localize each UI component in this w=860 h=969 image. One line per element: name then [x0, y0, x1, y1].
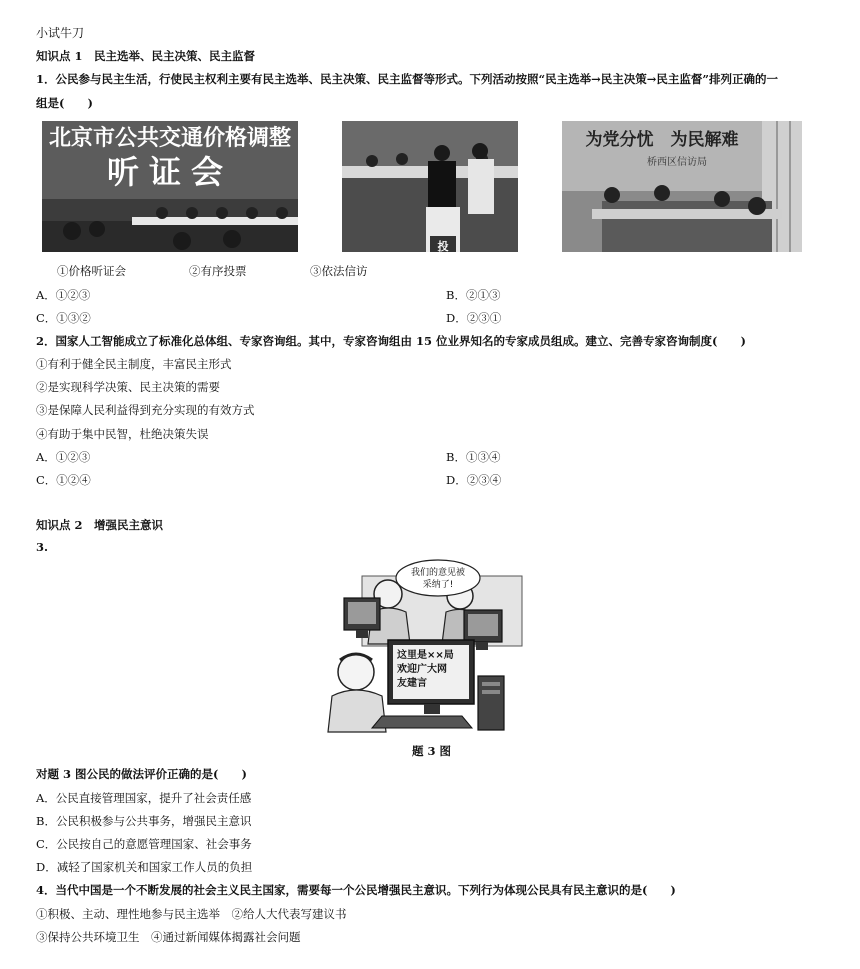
q1-option-b[interactable]: B．②①③ [446, 288, 501, 302]
q3-option-c[interactable]: C．公民按自己的意愿管理国家、社会事务 [36, 837, 252, 851]
photo-caption-3: ③依法信访 [310, 264, 368, 278]
photo1-banner-top: 北京市公共交通价格调整 [48, 126, 292, 151]
q2-statement-3: ③是保障人民利益得到充分实现的有效方式 [36, 403, 255, 417]
q1-option-c[interactable]: C．①③② [36, 311, 91, 325]
q1-option-a[interactable]: A．①②③ [36, 288, 91, 302]
cartoon-screen-line3: 友建言 [397, 678, 427, 689]
photo-caption-1: ①价格听证会 [57, 264, 126, 278]
q1-option-d[interactable]: D．②③① [446, 311, 502, 325]
cartoon-bubble-line2: 采纳了! [422, 580, 454, 590]
q2-option-d[interactable]: D．②③④ [446, 473, 502, 487]
q4-statements-line1: ①积极、主动、理性地参与民主选举 ②给人大代表写建议书 [36, 907, 347, 921]
q2-statement-4: ④有助于集中民智，杜绝决策失误 [36, 427, 209, 441]
photo-orderly-voting [342, 121, 518, 252]
photo-petition-office [562, 121, 802, 252]
page-header-title: 小试牛刀 [36, 26, 85, 40]
q3-option-d[interactable]: D．减轻了国家机关和国家工作人员的负担 [36, 860, 253, 874]
q4-stem: 4．当代中国是一个不断发展的社会主义民主国家，需要每一个公民增强民主意识。下列行为体现公民具有民主意识的是( ) [36, 883, 676, 897]
q2-stem: 2．国家人工智能成立了标准化总体组、专家咨询组。其中，专家咨询组由 15 位业界知名的专家成员组成。建立、完善专家咨询制度( ) [36, 334, 746, 348]
figure-caption: 题 3 图 [412, 744, 452, 758]
q2-statement-1: ①有利于健全民主制度，丰富民主形式 [36, 357, 232, 371]
q1-stem-line1: 1．公民参与民主生活，行使民主权利主要有民主选举、民主决策、民主监督等形式。下列活动按照“民主选举→民主决策→民主监督”排列正确的一 [36, 72, 778, 86]
cartoon-screen-line2: 欢迎广大网 [397, 664, 447, 675]
q4-statements-line2: ③保持公共环境卫生 ④通过新闻媒体揭露社会问题 [36, 930, 301, 944]
photo1-banner-bottom: 听证会 [106, 153, 234, 191]
q3-number: 3. [36, 540, 49, 554]
section1-heading: 知识点 1 民主选举、民主决策、民主监督 [36, 49, 256, 63]
photo2-ballot-box-label: 投 [437, 240, 449, 252]
section2-heading: 知识点 2 增强民主意识 [36, 518, 164, 532]
photo3-banner-sub: 桥西区信访局 [647, 157, 707, 168]
q3-option-b[interactable]: B．公民积极参与公共事务，增强民主意识 [36, 814, 252, 828]
photo3-banner-main: 为党分忧 为民解难 [585, 130, 739, 150]
q3-option-a[interactable]: A．公民直接管理国家，提升了社会责任感 [36, 791, 252, 805]
q2-option-a[interactable]: A．①②③ [36, 450, 91, 464]
cartoon-bubble-line1: 我们的意见被 [410, 568, 466, 578]
q1-stem-line2: 组是( ) [36, 96, 93, 110]
cartoon-screen-line1: 这里是××局 [397, 650, 454, 661]
cartoon-figure [322, 556, 536, 736]
photo-caption-2: ②有序投票 [189, 264, 247, 278]
q2-option-b[interactable]: B．①③④ [446, 450, 501, 464]
q2-option-c[interactable]: C．①②④ [36, 473, 91, 487]
photo-price-hearing [42, 121, 298, 252]
q3-stem: 对题 3 图公民的做法评价正确的是( ) [36, 767, 247, 781]
q2-statement-2: ②是实现科学决策、民主决策的需要 [36, 380, 220, 394]
